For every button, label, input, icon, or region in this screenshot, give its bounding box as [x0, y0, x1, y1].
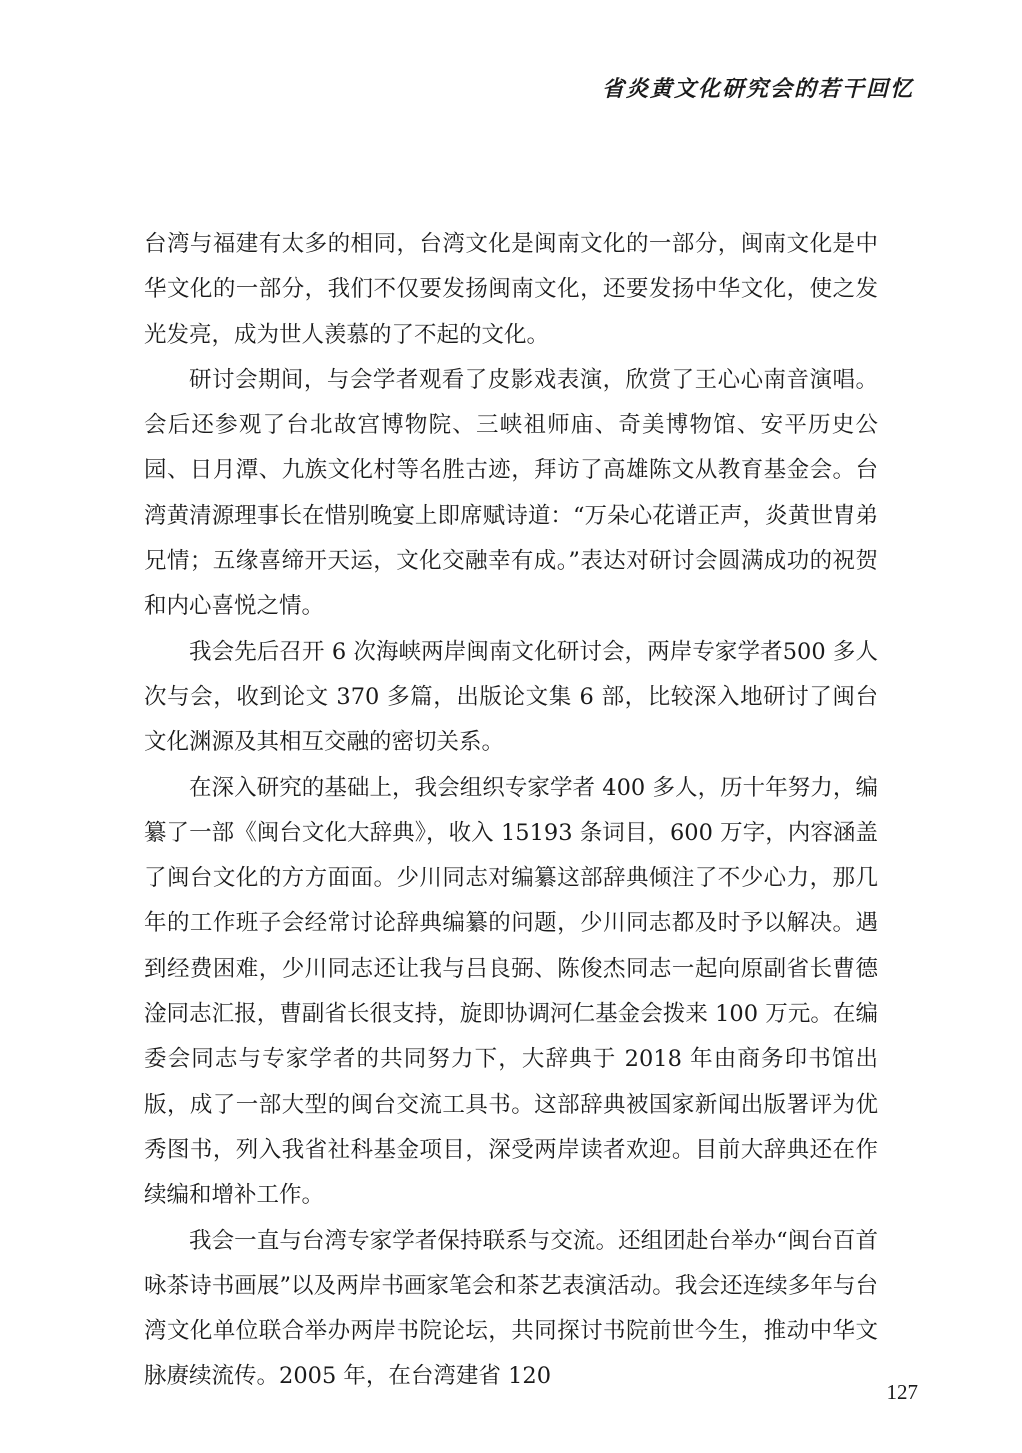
- paragraph-3: 我会先后召开 6 次海峡两岸闽南文化研讨会，两岸专家学者500 多人次与会，收到论文 370 多篇，出版论文集 6 部，比较深入地研讨了闽台文化渊源及其相互交融的密切关系。: [144, 638, 878, 756]
- body-text: [144, 222, 878, 1400]
- paragraph-5: 我会一直与台湾专家学者保持联系与交流。还组团赴台举办“闽台百首咏茶诗书画展”以及两岸书画家笔会和茶艺表演活动。我会还连续多年与台湾文化单位联合举办两岸书院论坛，共同探讨书院前世今生，推动中华文脉赓续流传。2005 年，在台湾建省 120: [144, 1227, 878, 1390]
- paragraph-2: 研讨会期间，与会学者观看了皮影戏表演，欣赏了王心心南音演唱。会后还参观了台北故宫博物院、三峡祖师庙、奇美博物馆、安平历史公园、日月潭、九族文化村等名胜古迹，拜访了高雄陈文从教育基金会。台湾黄清源理事长在惜别晚宴上即席赋诗道：“万朵心花谱正声，炎黄世胄弟兄情；五缘喜缔开天运，文化交融幸有成。”表达对研讨会圆满成功的祝贺和内心喜悦之情。: [144, 366, 878, 620]
- paragraph-1: 台湾与福建有太多的相同，台湾文化是闽南文化的一部分，闽南文化是中华文化的一部分，我们不仅要发扬闽南文化，还要发扬中华文化，使之发光发亮，成为世人羡慕的了不起的文化。: [144, 231, 878, 348]
- page-number: 127: [886, 1380, 918, 1404]
- running-head: 省炎黄文化研究会的若干回忆: [601, 76, 914, 102]
- paragraph-4: 在深入研究的基础上，我会组织专家学者 400 多人，历十年努力，编纂了一部《闽台文化大辞典》，收入 15193 条词目，600 万字，内容涵盖了闽台文化的方方面面。少川同志对编纂这部辞典倾注了不少心力，那几年的工作班子会经常讨论辞典编纂的问题，少川同志都及时予以解决。遇到经费困难，少川同志还让我与吕良弼、陈俊杰同志一起向原副省长曹德淦同志汇报，曹副省长很支持，旋即协调河仁基金会拨来 100 万元。在编委会同志与专家学者的共同努力下，大辞典于 2018 年由商务印书馆出版，成了一部大型的闽台交流工具书。这部辞典被国家新闻出版署评为优秀图书，列入我省社科基金项目，深受两岸读者欢迎。目前大辞典还在作续编和增补工作。: [144, 774, 878, 1209]
